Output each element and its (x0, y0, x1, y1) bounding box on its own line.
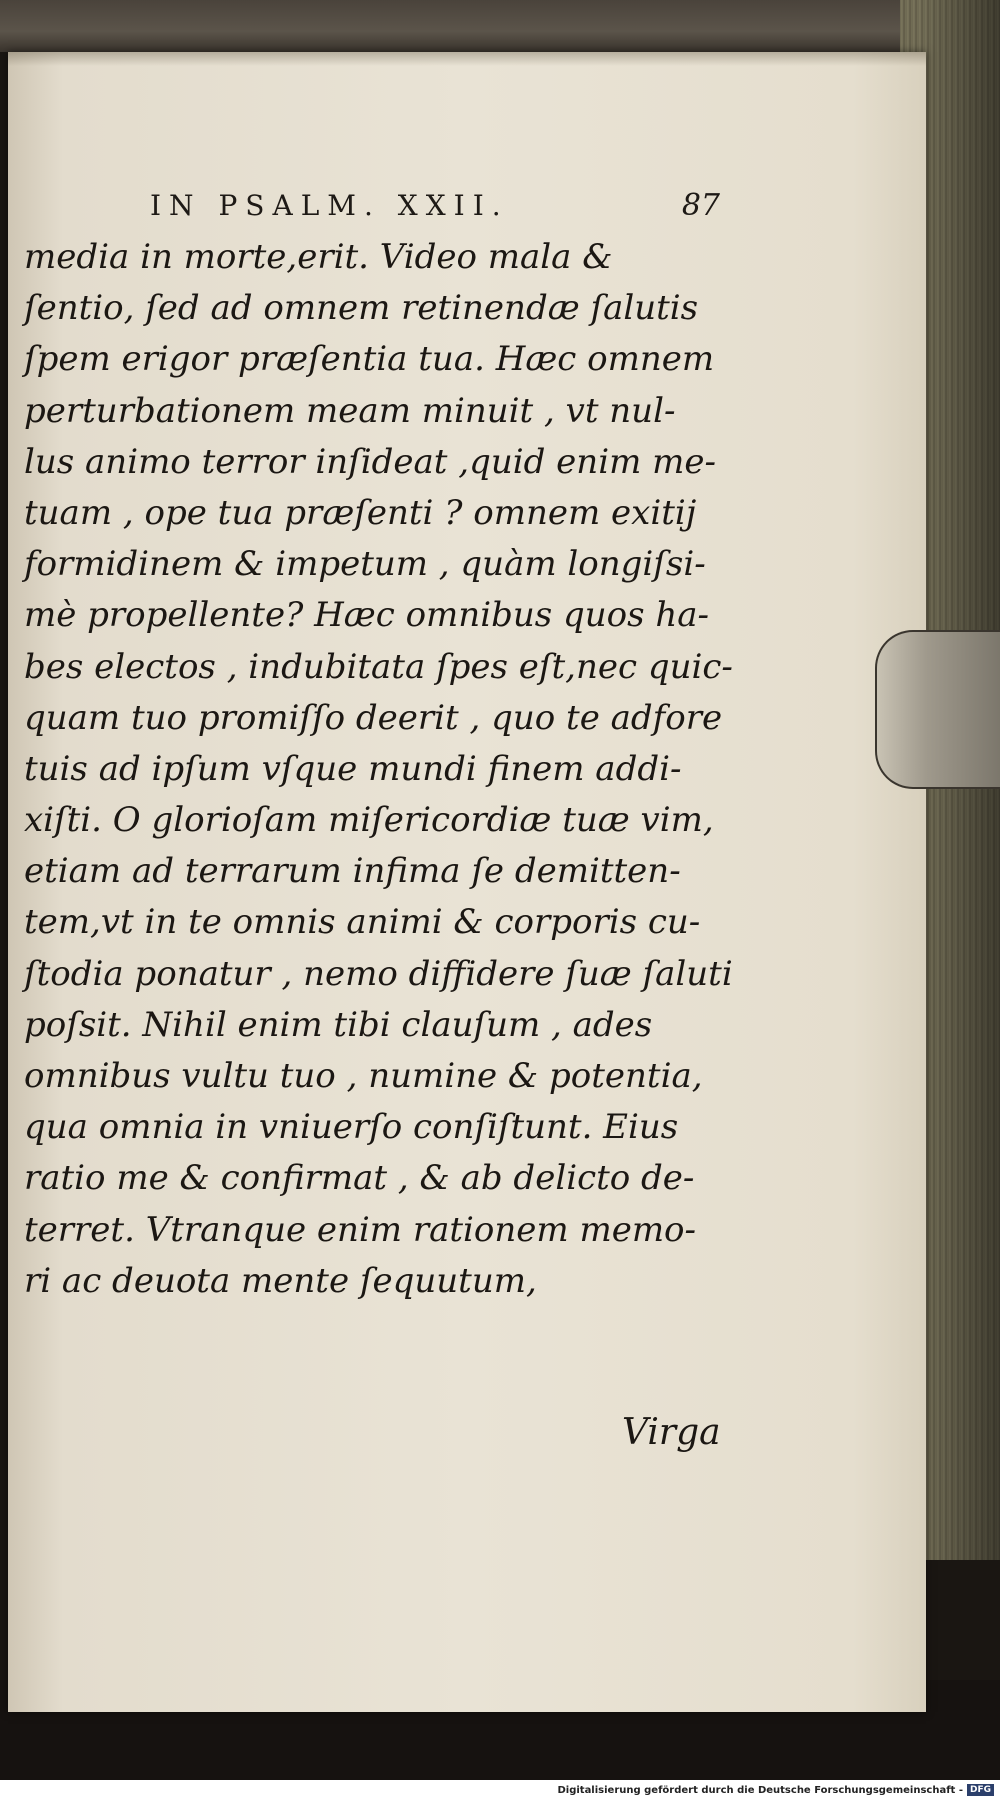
text-line: omnibus vultu tuo , numine & potentia, (24, 1056, 703, 1096)
running-title: IN PSALM. XXII. (150, 189, 509, 222)
text-line: poſsit. Nihil enim tibi clauſum , ades (24, 1004, 653, 1045)
text-line: xiſti. O glorioſam miſericordiæ tuæ vim, (24, 800, 714, 841)
text-line: tuis ad ipſum vſque mundi finem addi- (24, 748, 682, 789)
text-line: ſtodia ponatur , nemo diffidere ſuæ ſaluti (24, 953, 733, 994)
text-line: terret. Vtranque enim rationem memo- (24, 1209, 697, 1250)
text-line: formidinem & impetum , quàm longiſsi- (24, 544, 706, 585)
text-line: tuam , ope tua præſenti ? omnem exitij (24, 492, 697, 533)
text-line: tem,vt in te omnis animi & corporis cu- (24, 902, 701, 943)
page-header (150, 188, 720, 228)
catchword: Virga (622, 1412, 721, 1453)
text-line: quam tuo promiſſo deerit , quo te adfore (24, 697, 723, 738)
body-text (24, 232, 733, 1307)
text-line: ſpem erigor præſentia tua. Hæc omnem (24, 339, 715, 380)
book-top-edge (0, 0, 920, 52)
text-line: ratio me & confirmat , & ab delicto de- (24, 1158, 695, 1199)
text-line: ſentio, ſed ad omnem retinendæ ſalutis (24, 288, 699, 329)
text-line: mè propellente? Hæc omnibus quos ha- (24, 595, 710, 636)
digitization-footer (0, 1780, 1000, 1800)
text-line: lus animo terror inſideat ,quid enim me- (24, 441, 716, 482)
page-number: 87 (681, 188, 720, 223)
bookmark-tab (875, 630, 1000, 789)
text-line: media in morte,erit. Video mala & (24, 237, 613, 277)
dfg-logo: DFG (967, 1784, 994, 1796)
text-line: qua omnia in vniuerſo conſiſtunt. Eius (24, 1107, 679, 1148)
text-line: ri ac deuota mente ſequutum, (24, 1260, 537, 1301)
text-line: bes electos , indubitata ſpes eſt,nec quic- (24, 646, 733, 687)
text-line: etiam ad terrarum infima ſe demitten- (24, 851, 681, 892)
footer-credit: Digitalisierung gefördert durch die Deutsche Forschungsgemeinschaft - (557, 1784, 963, 1796)
text-line: perturbationem meam minuit , vt nul- (24, 390, 676, 431)
